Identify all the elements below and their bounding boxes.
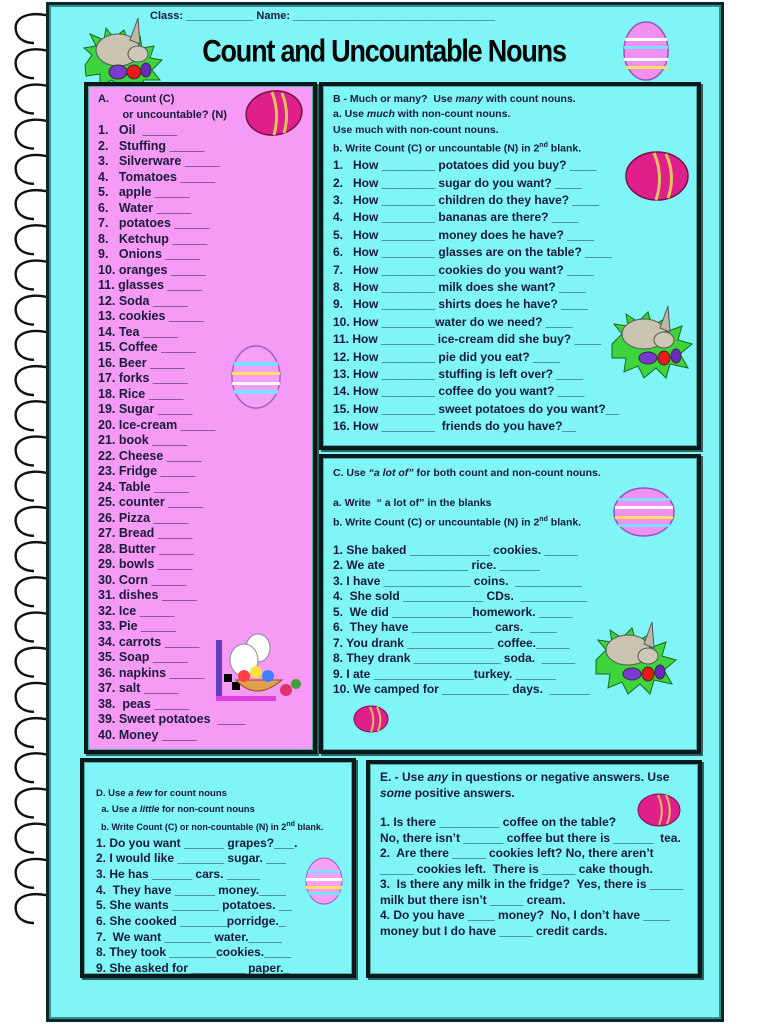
- exercise-item: 1. She baked ____________ cookies. _____: [333, 542, 578, 557]
- section-d-instruction-b: b. Write Count (C) or non-countable (N) in 2nd blank.: [96, 821, 324, 832]
- exercise-item: 9. I ate _______________turkey. ______: [333, 666, 556, 681]
- exercise-item: 16. Beer _____: [98, 355, 185, 370]
- exercise-item: 3. Is there any milk in the fridge? Yes, there is _____: [380, 877, 684, 891]
- exercise-item: 15. Coffee _____: [98, 340, 196, 354]
- exercise-item: 9. How ________ shirts does he have? ____: [333, 297, 588, 312]
- exercise-item: 5. apple _____: [98, 185, 190, 199]
- exercise-item: 4. They have ______ money.____: [96, 882, 286, 897]
- exercise-item: 12. How ________ pie did you eat? ____: [333, 349, 560, 364]
- exercise-item: 4. Do you have ____ money? No, I don’t have ____: [380, 908, 671, 922]
- class-name-line: Class: ___________ Name: _________________________________: [150, 10, 495, 22]
- patterned-egg-icon: [612, 486, 676, 538]
- exercise-item: 30. Corn _____: [98, 572, 187, 587]
- bunnies-with-egg-basket-icon: [212, 612, 306, 704]
- exercise-item: 2. I would like _______ sugar. ___: [96, 851, 287, 866]
- exercise-item: 24. Table _____: [98, 479, 189, 494]
- section-a-heading: A. Count (C): [98, 93, 175, 105]
- bunny-on-grass-icon: [608, 304, 694, 380]
- section-a-subheading: or uncountable? (N): [98, 108, 227, 121]
- exercise-item: 8. They drank _____________ soda. _____: [333, 651, 576, 666]
- exercise-item: 2. We ate ____________ rice. ______: [333, 558, 540, 573]
- section-e-subheading: some positive answers.: [380, 785, 515, 800]
- section-b-heading: B - Much or many? Use many with count nouns.: [333, 93, 576, 105]
- patterned-egg-icon: [304, 856, 344, 906]
- exercise-item: 16. How ________ friends do you have?__: [333, 419, 576, 434]
- section-d-instruction-a: a. Use a little for non-count nouns: [96, 803, 255, 815]
- exercise-item: 17. forks _____: [98, 371, 188, 385]
- exercise-item: 1. How ________ potatoes did you buy? ____: [333, 158, 597, 173]
- exercise-item: 31. dishes _____: [98, 588, 197, 602]
- exercise-item: 1. Is there _________ coffee on the table?: [380, 815, 617, 829]
- exercise-item: 7. How ________ cookies do you want? ____: [333, 262, 594, 277]
- exercise-item: 13. How ________ stuffing is left over? ____: [333, 367, 584, 381]
- exercise-item: 5. How ________ money does he have? ____: [333, 227, 594, 242]
- exercise-item: 1. Do you want ______ grapes?___.: [96, 835, 298, 850]
- exercise-item: 9. Onions _____: [98, 247, 201, 261]
- pink-striped-egg-icon: [244, 88, 304, 138]
- section-b-instruction-a: a. Use much with non-count nouns.: [333, 108, 511, 121]
- section-b-much-or-many: [319, 82, 701, 450]
- pink-striped-egg-icon: [352, 704, 390, 734]
- exercise-item: 7. We want _______ water._____: [96, 929, 282, 944]
- exercise-item: 11. How ________ ice-cream did she buy? ____: [333, 332, 602, 347]
- exercise-item: 34. carrots _____: [98, 634, 200, 649]
- exercise-item: 6. They have ____________ cars. ____: [333, 620, 557, 635]
- exercise-item: 4. Tomatoes _____: [98, 169, 216, 184]
- exercise-item: 37. salt _____: [98, 681, 179, 695]
- exercise-item: 8. They took _______cookies.____: [96, 945, 291, 960]
- exercise-item: 6. She cooked _______porridge._: [96, 914, 286, 929]
- exercise-item: 27. Bread _____: [98, 526, 193, 540]
- exercise-item: 12. Soda _____: [98, 293, 188, 308]
- exercise-item: 5. We did ____________homework. _____: [333, 604, 573, 619]
- exercise-item: 14. How ________ coffee do you want? ____: [333, 384, 585, 399]
- section-b-instruction-b: b. Write Count (C) or uncountable (N) in 2nd blank.: [333, 142, 582, 155]
- pink-striped-egg-icon: [624, 150, 690, 202]
- exercise-item: 22. Cheese _____: [98, 448, 202, 463]
- exercise-item: 3. I have _____________ coins. __________: [333, 573, 582, 588]
- exercise-item: 7. You drank _____________ coffee._____: [333, 635, 570, 650]
- exercise-item: 3. Silverware _____: [98, 154, 220, 168]
- exercise-item: money but I do have _____ credit cards.: [380, 923, 608, 938]
- exercise-item: 20. Ice-cream _____: [98, 417, 216, 432]
- exercise-item: 33. Pie _____: [98, 619, 176, 633]
- exercise-item: 39. Sweet potatoes ____: [98, 712, 246, 726]
- section-c-heading: C. Use “a lot of” for both count and non-count nouns.: [333, 467, 601, 479]
- page-title: Count and Uncountable Nouns: [202, 33, 566, 69]
- exercise-item: 8. Ketchup _____: [98, 231, 208, 246]
- exercise-item: 2. Stuffing _____: [98, 138, 205, 153]
- exercise-item: 15. How ________ sweet potatoes do you want?__: [333, 401, 620, 416]
- exercise-item: 9. She asked for ________ paper._: [96, 961, 291, 976]
- exercise-item: milk but there isn’t _____ cream.: [380, 892, 566, 907]
- exercise-item: 28. Butter _____: [98, 541, 194, 556]
- exercise-item: 2. Are there _____ cookies left? No, there aren’t: [380, 846, 654, 860]
- exercise-item: 1. Oil _____: [98, 123, 178, 137]
- exercise-item: 5. She wants _______ potatoes. __: [96, 898, 293, 913]
- exercise-item: 35. Soap _____: [98, 650, 188, 664]
- exercise-item: 6. Water _____: [98, 200, 192, 215]
- bunny-on-grass-icon: [80, 10, 166, 90]
- exercise-item: 25. counter _____: [98, 495, 203, 509]
- exercise-item: 32. Ice _____: [98, 603, 175, 618]
- exercise-item: 19. Sugar _____: [98, 402, 193, 416]
- exercise-item: 10. How ________water do we need? ____: [333, 314, 573, 329]
- exercise-item: 36. napkins _____: [98, 665, 205, 680]
- section-c-instruction-b: b. Write Count (C) or uncountable (N) in 2nd blank.: [333, 515, 582, 529]
- exercise-item: 4. How ________ bananas are there? ____: [333, 210, 579, 225]
- exercise-item: 3. He has ______ cars. _____: [96, 866, 261, 881]
- section-b-note: Use much with non-count nouns.: [333, 123, 499, 136]
- exercise-item: No, there isn’t ______ coffee but there is ______ tea.: [380, 830, 681, 845]
- pink-striped-egg-icon: [636, 792, 682, 828]
- exercise-item: 11. glasses _____: [98, 278, 203, 292]
- exercise-item: 38. peas _____: [98, 696, 190, 711]
- exercise-item: _____ cookies left. There is _____ cake though.: [380, 861, 653, 876]
- section-e-heading: E. - Use any in questions or negative answers. Use: [380, 770, 670, 784]
- exercise-item: 6. How ________ glasses are on the table? ____: [333, 245, 612, 260]
- exercise-item: 13. cookies _____: [98, 309, 204, 323]
- exercise-item: 23. Fridge _____: [98, 464, 196, 478]
- exercise-item: 8. How ________ milk does she want? ____: [333, 279, 586, 294]
- exercise-item: 3. How ________ children do they have? ____: [333, 192, 600, 207]
- exercise-item: 29. bowls _____: [98, 557, 193, 571]
- easter-egg-icon: [622, 20, 670, 82]
- bunny-on-grass-icon: [592, 620, 680, 698]
- exercise-item: 14. Tea _____: [98, 324, 178, 339]
- section-c-instruction-a: a. Write “ a lot of” in the blanks: [333, 497, 492, 510]
- exercise-item: 21. book _____: [98, 433, 187, 447]
- section-d-heading: D. Use a few for count nouns: [96, 788, 227, 799]
- exercise-item: 18. Rice _____: [98, 386, 184, 401]
- patterned-egg-icon: [230, 344, 282, 410]
- exercise-item: 4. She sold ____________ CDs. __________: [333, 589, 588, 604]
- exercise-item: 7. potatoes _____: [98, 216, 210, 230]
- exercise-item: 10. We camped for __________ days. ______: [333, 682, 590, 697]
- exercise-item: 2. How ________ sugar do you want? ____: [333, 175, 582, 190]
- exercise-item: 40. Money _____: [98, 727, 197, 742]
- exercise-item: 26. Pizza _____: [98, 510, 189, 525]
- exercise-item: 10. oranges _____: [98, 262, 206, 277]
